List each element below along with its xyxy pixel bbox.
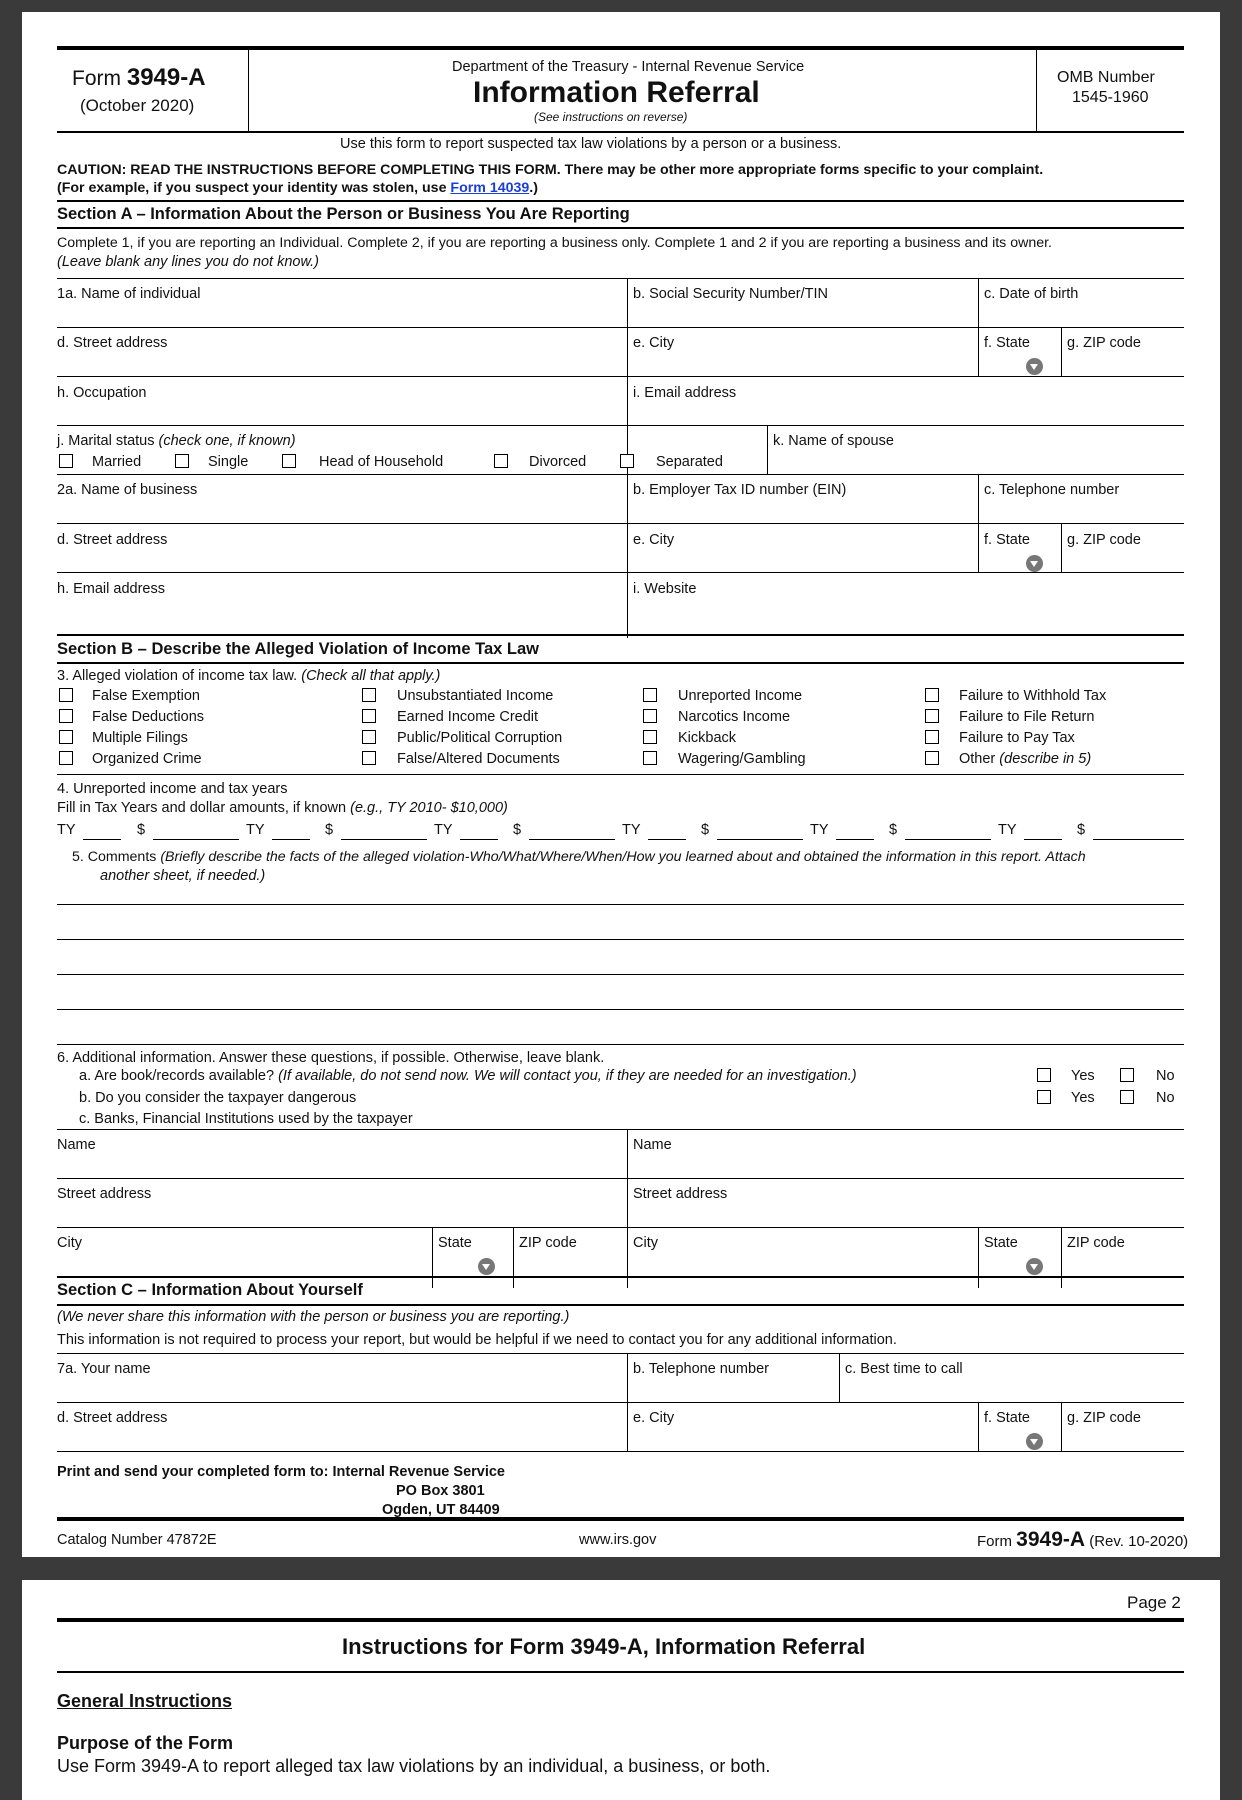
violation-label: Narcotics Income bbox=[678, 709, 791, 725]
organized-crime-checkbox[interactable] bbox=[59, 751, 73, 765]
narcotics-income-checkbox[interactable] bbox=[643, 709, 657, 723]
section-a-title: Section A – Information About the Person or Business You Are Reporting bbox=[57, 205, 630, 223]
amount-input[interactable] bbox=[717, 839, 803, 840]
bank1-name-input[interactable] bbox=[57, 1130, 627, 1178]
q6a-label: a. Are book/records available? (If available, do not send now. We will contact you, if they are needed for an investigation.) bbox=[79, 1068, 857, 1084]
dollar-label: $ bbox=[513, 822, 522, 838]
violation-label: False Exemption bbox=[92, 688, 200, 704]
amount-input[interactable] bbox=[905, 839, 991, 840]
mailing-line3: Ogden, UT 84409 bbox=[382, 1502, 500, 1518]
label-7e: e. City bbox=[633, 1410, 675, 1426]
bank-state-label: State bbox=[984, 1235, 1018, 1251]
ty-label: TY bbox=[57, 822, 76, 838]
label-1c: c. Date of birth bbox=[984, 286, 1079, 302]
footer-form-number: Form 3949-A (Rev. 10-2020) bbox=[977, 1528, 1189, 1551]
violation-label: Organized Crime bbox=[92, 751, 202, 767]
website-input[interactable] bbox=[628, 573, 1184, 621]
violation-label: False/Altered Documents bbox=[397, 751, 560, 767]
no-label: No bbox=[1156, 1068, 1175, 1084]
section-b-title: Section B – Describe the Alleged Violation of Income Tax Law bbox=[57, 640, 539, 658]
tax-year-input[interactable] bbox=[1024, 839, 1062, 840]
label-1i: i. Email address bbox=[633, 385, 737, 401]
q6b-label: b. Do you consider the taxpayer dangerous bbox=[79, 1090, 357, 1106]
bank1-state-dropdown[interactable] bbox=[478, 1258, 495, 1275]
instructions-body bbox=[57, 1580, 1184, 1800]
label-2e: e. City bbox=[633, 532, 675, 548]
caution-example: (For example, if you suspect your identity was stolen, use Form 14039.) bbox=[57, 180, 538, 196]
public-political-corruption-checkbox[interactable] bbox=[362, 730, 376, 744]
violation-label: Failure to File Return bbox=[959, 709, 1095, 725]
violation-label: Multiple Filings bbox=[92, 730, 188, 746]
earned-income-credit-checkbox[interactable] bbox=[362, 709, 376, 723]
label-1g: g. ZIP code bbox=[1067, 335, 1141, 351]
q4-fill-label: Fill in Tax Years and dollar amounts, if known (e.g., TY 2010- $10,000) bbox=[57, 800, 508, 816]
divorced-label: Divorced bbox=[529, 454, 587, 470]
bank-street-label: Street address bbox=[633, 1186, 728, 1202]
violation-label: Failure to Withhold Tax bbox=[959, 688, 1107, 704]
multiple-filings-checkbox[interactable] bbox=[59, 730, 73, 744]
label-1j: j. Marital status (check one, if known) bbox=[57, 433, 296, 449]
footer-website: www.irs.gov bbox=[579, 1532, 657, 1548]
mailing-line1: Print and send your completed form to: Internal Revenue Service bbox=[57, 1464, 505, 1480]
general-instructions-heading: General Instructions bbox=[57, 1691, 233, 1711]
page-number: Page 2 bbox=[1127, 1593, 1181, 1612]
q5-label-cont: another sheet, if needed.) bbox=[100, 868, 266, 884]
label-2f: f. State bbox=[984, 532, 1030, 548]
unreported-income-checkbox[interactable] bbox=[643, 688, 657, 702]
instructions-title: Instructions for Form 3949-A, Information Referral bbox=[342, 1634, 866, 1659]
violation-label: Wagering/Gambling bbox=[678, 751, 806, 767]
violation-label: Earned Income Credit bbox=[397, 709, 539, 725]
form-title: Information Referral bbox=[473, 76, 760, 109]
violation-label: Failure to Pay Tax bbox=[959, 730, 1075, 746]
bank2-name-input[interactable] bbox=[628, 1130, 1184, 1178]
ty-label: TY bbox=[622, 822, 641, 838]
dangerous-no-checkbox[interactable] bbox=[1120, 1090, 1134, 1104]
single-checkbox[interactable] bbox=[175, 454, 189, 468]
bank-zip-label: ZIP code bbox=[519, 1235, 577, 1251]
no-label: No bbox=[1156, 1090, 1175, 1106]
kickback-checkbox[interactable] bbox=[643, 730, 657, 744]
amount-input[interactable] bbox=[1093, 839, 1184, 840]
head-of-household-label: Head of Household bbox=[319, 454, 444, 470]
violation-label: Unreported Income bbox=[678, 688, 803, 704]
q4-label: 4. Unreported income and tax years bbox=[57, 781, 288, 797]
q3-label: 3. Alleged violation of income tax law. (Check all that apply.) bbox=[57, 668, 441, 684]
omb-number: 1545-1960 bbox=[1072, 89, 1149, 106]
label-1f: f. State bbox=[984, 335, 1030, 351]
form-number: Form 3949-A bbox=[72, 64, 206, 91]
violation-label: Other (describe in 5) bbox=[959, 751, 1092, 767]
label-2i: i. Website bbox=[633, 581, 697, 597]
your-state-dropdown[interactable] bbox=[1026, 1433, 1043, 1450]
label-2c: c. Telephone number bbox=[984, 482, 1120, 498]
tax-year-input[interactable] bbox=[460, 839, 498, 840]
separated-checkbox[interactable] bbox=[620, 454, 634, 468]
comments-textarea[interactable] bbox=[57, 887, 1184, 1022]
department: Department of the Treasury - Internal Revenue Service bbox=[452, 59, 805, 75]
section-a-note2: (Leave blank any lines you do not know.) bbox=[57, 254, 319, 270]
records-no-checkbox[interactable] bbox=[1120, 1068, 1134, 1082]
form-page-2 bbox=[22, 1580, 1220, 1800]
tax-year-input[interactable] bbox=[272, 839, 310, 840]
amount-input[interactable] bbox=[529, 839, 615, 840]
bank-name-label: Name bbox=[633, 1137, 672, 1153]
bank1-city-input[interactable] bbox=[57, 1228, 432, 1276]
form-body bbox=[57, 12, 1189, 1557]
business-city-input[interactable] bbox=[628, 524, 978, 572]
form-page-1 bbox=[22, 12, 1220, 1557]
yes-label: Yes bbox=[1071, 1068, 1095, 1084]
mailing-line2: PO Box 3801 bbox=[396, 1483, 485, 1499]
label-2b: b. Employer Tax ID number (EIN) bbox=[633, 482, 847, 498]
caution-text: CAUTION: READ THE INSTRUCTIONS BEFORE COMPLETING THIS FORM. There may be other more appropriate forms specific to your complaint. bbox=[57, 162, 1044, 178]
label-7b: b. Telephone number bbox=[633, 1361, 769, 1377]
bank-zip-label: ZIP code bbox=[1067, 1235, 1125, 1251]
ty-label: TY bbox=[810, 822, 829, 838]
ty-label: TY bbox=[434, 822, 453, 838]
single-label: Single bbox=[208, 454, 249, 470]
bank-city-label: City bbox=[57, 1235, 82, 1251]
form-14039-link[interactable]: Form 14039 bbox=[450, 180, 530, 196]
bank-name-label: Name bbox=[57, 1137, 96, 1153]
ty-label: TY bbox=[246, 822, 265, 838]
label-1e: e. City bbox=[633, 335, 675, 351]
dollar-label: $ bbox=[1077, 822, 1086, 838]
your-city-input[interactable] bbox=[628, 1403, 978, 1451]
tax-year-input[interactable] bbox=[836, 839, 874, 840]
section-c-title: Section C – Information About Yourself bbox=[57, 1281, 363, 1299]
amount-input[interactable] bbox=[341, 839, 427, 840]
false-exemption-checkbox[interactable] bbox=[59, 688, 73, 702]
label-1k: k. Name of spouse bbox=[773, 433, 894, 449]
section-a-note: Complete 1, if you are reporting an Individual. Complete 2, if you are reporting a business only. Complete 1 and 2 if you are reporting a business and its owner. bbox=[57, 235, 1053, 251]
divorced-checkbox[interactable] bbox=[494, 454, 508, 468]
catalog-number: Catalog Number 47872E bbox=[57, 1532, 217, 1548]
ty-label: TY bbox=[998, 822, 1017, 838]
separated-label: Separated bbox=[656, 454, 723, 470]
purpose-heading: Purpose of the Form bbox=[57, 1733, 234, 1753]
label-7g: g. ZIP code bbox=[1067, 1410, 1141, 1426]
dollar-label: $ bbox=[137, 822, 146, 838]
amount-input[interactable] bbox=[153, 839, 239, 840]
label-2d: d. Street address bbox=[57, 532, 168, 548]
violation-label: Public/Political Corruption bbox=[397, 730, 563, 746]
yes-label: Yes bbox=[1071, 1090, 1095, 1106]
bank-city-label: City bbox=[633, 1235, 658, 1251]
q5-label: 5. Comments (Briefly describe the facts of the alleged violation-Who/What/Where/When/How you learned about and obtained the information in this report. Attach bbox=[72, 849, 1086, 865]
label-1d: d. Street address bbox=[57, 335, 168, 351]
violation-label: False Deductions bbox=[92, 709, 205, 725]
purpose-text: Use Form 3949-A to report alleged tax law violations by an individual, a business, or both. bbox=[57, 1756, 771, 1776]
failure-to-pay-checkbox[interactable] bbox=[925, 730, 939, 744]
label-2h: h. Email address bbox=[57, 581, 165, 597]
other-violation-checkbox[interactable] bbox=[925, 751, 939, 765]
business-state-dropdown[interactable] bbox=[1026, 555, 1043, 572]
label-1a: 1a. Name of individual bbox=[57, 286, 201, 302]
violation-label: Kickback bbox=[678, 730, 737, 746]
label-7c: c. Best time to call bbox=[845, 1361, 963, 1377]
label-7d: d. Street address bbox=[57, 1410, 168, 1426]
dollar-label: $ bbox=[325, 822, 334, 838]
tax-year-input[interactable] bbox=[648, 839, 686, 840]
label-1h: h. Occupation bbox=[57, 385, 147, 401]
failure-to-withhold-checkbox[interactable] bbox=[925, 688, 939, 702]
dangerous-yes-checkbox[interactable] bbox=[1037, 1090, 1051, 1104]
violation-label: Unsubstantiated Income bbox=[397, 688, 554, 704]
records-yes-checkbox[interactable] bbox=[1037, 1068, 1051, 1082]
omb-label: OMB Number bbox=[1057, 69, 1155, 86]
bank2-city-input[interactable] bbox=[628, 1228, 978, 1276]
q6c-label: c. Banks, Financial Institutions used by the taxpayer bbox=[79, 1111, 413, 1127]
label-2g: g. ZIP code bbox=[1067, 532, 1141, 548]
bank-street-label: Street address bbox=[57, 1186, 152, 1202]
bank2-state-dropdown[interactable] bbox=[1026, 1258, 1043, 1275]
q6-label: 6. Additional information. Answer these questions, if possible. Otherwise, leave blank. bbox=[57, 1050, 605, 1066]
bank-state-label: State bbox=[438, 1235, 472, 1251]
tax-year-input[interactable] bbox=[83, 839, 121, 840]
false-deductions-checkbox[interactable] bbox=[59, 709, 73, 723]
dollar-label: $ bbox=[701, 822, 710, 838]
section-c-note2: This information is not required to process your report, but would be helpful if we need to contact you for any additional information. bbox=[57, 1332, 897, 1348]
individual-city-input[interactable] bbox=[628, 328, 978, 376]
see-instructions: (See instructions on reverse) bbox=[534, 110, 688, 124]
header-top-rule bbox=[57, 46, 1184, 50]
label-7f: f. State bbox=[984, 1410, 1030, 1426]
married-label: Married bbox=[92, 454, 142, 470]
label-1b: b. Social Security Number/TIN bbox=[633, 286, 829, 302]
head-of-household-checkbox[interactable] bbox=[282, 454, 296, 468]
false-altered-documents-checkbox[interactable] bbox=[362, 751, 376, 765]
label-2a: 2a. Name of business bbox=[57, 482, 198, 498]
form-date: (October 2020) bbox=[80, 96, 195, 115]
section-c-note: (We never share this information with the person or business you are reporting.) bbox=[57, 1309, 570, 1325]
label-7a: 7a. Your name bbox=[57, 1361, 151, 1377]
married-checkbox[interactable] bbox=[59, 454, 73, 468]
unsubstantiated-income-checkbox[interactable] bbox=[362, 688, 376, 702]
failure-to-file-checkbox[interactable] bbox=[925, 709, 939, 723]
dollar-label: $ bbox=[889, 822, 898, 838]
intro-use-line: Use this form to report suspected tax law violations by a person or a business. bbox=[340, 136, 842, 152]
individual-state-dropdown[interactable] bbox=[1026, 358, 1043, 375]
wagering-gambling-checkbox[interactable] bbox=[643, 751, 657, 765]
